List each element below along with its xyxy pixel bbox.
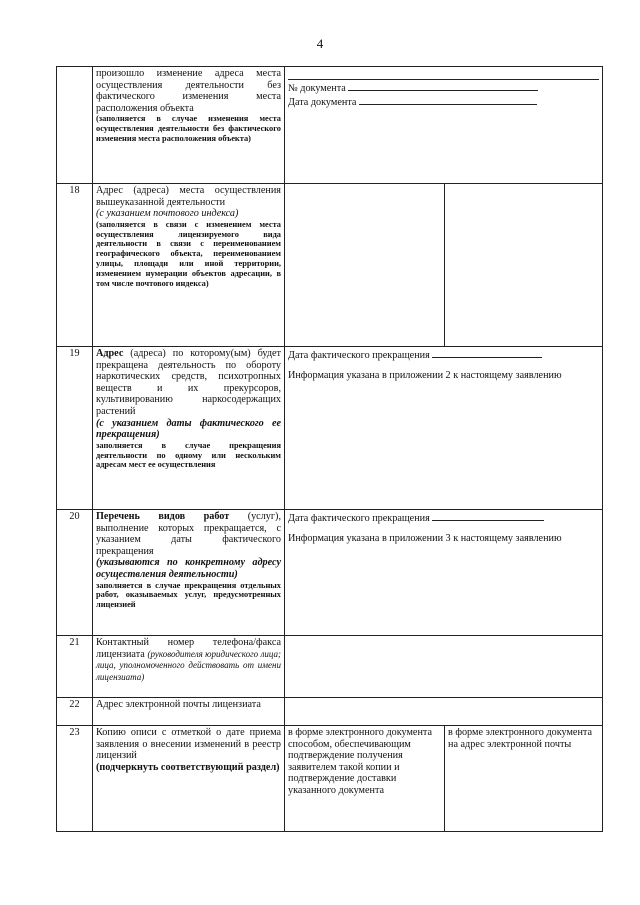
page-number: 4 xyxy=(316,36,324,51)
table-row-19 xyxy=(57,347,603,510)
table-row-address-change xyxy=(57,67,603,184)
doc-number-label: № документа xyxy=(288,83,346,94)
phone-value-cell[interactable] xyxy=(285,636,603,698)
row-note: (заполняется в случае изменения места осуществления деятельности без фактического изменения места расположения объекта) xyxy=(96,114,281,143)
doc-date-field[interactable] xyxy=(359,95,537,105)
license-change-form-table xyxy=(56,66,603,832)
termination-date-field[interactable] xyxy=(432,348,542,358)
row-description-bold: (подчеркнуть соответствующий раздел) xyxy=(96,761,280,773)
row-description-italic: (с указанием почтового индекса) xyxy=(96,208,239,220)
row-description-cell xyxy=(93,510,285,636)
row-description-bold: Адрес xyxy=(96,348,124,359)
option-email[interactable]: в форме электронного документа на адрес электронной почты xyxy=(445,726,603,832)
row-description-cell xyxy=(93,184,285,347)
row-description-cell xyxy=(93,67,285,184)
row-number-cell xyxy=(57,67,93,184)
row-description: Копию описи с отметкой о дате приема заявления о внесении изменений в реестр лицензий xyxy=(96,727,281,762)
termination-info-cell xyxy=(285,347,603,510)
row-number: 18 xyxy=(57,184,93,347)
row-description: (адреса) по которому(ым) будет прекращена деятельность по обороту наркотических средств, психотропных веществ и их прекурсоров, культивированию наркосодержащих растений xyxy=(96,348,281,417)
row-note: (заполняется в связи с изменением места осуществления лицензируемого вида деятельности в связи с переименованием географического объекта, переименованием улицы, площади или иной территории, изменением нумерации объектов адресации, в том числе почтового индекса) xyxy=(96,219,281,288)
row-description-cell xyxy=(93,698,285,726)
table-row-22 xyxy=(57,698,603,726)
row-description-bold-italic: (указываются по конкретному адресу осуществления деятельности) xyxy=(96,557,281,580)
table-row-20 xyxy=(57,510,603,636)
row-description-cell xyxy=(93,636,285,698)
row-number: 19 xyxy=(57,347,93,510)
row-note: заполняется в случае прекращения деятельности по одному или нескольким адресам мест ее осуществления xyxy=(96,440,281,470)
row-number: 22 xyxy=(57,698,93,726)
termination-date-label: Дата фактического прекращения xyxy=(288,513,430,524)
option-electronic-document[interactable]: в форме электронного документа способом, обеспечивающим подтверждение получения заявителем такой копии и подтверждение доставки указанного документа xyxy=(285,726,445,832)
row-number: 21 xyxy=(57,636,93,698)
row-description: произошло изменение адреса места осуществления деятельности без фактического изменения места расположения объекта xyxy=(96,68,281,114)
row-number: 23 xyxy=(57,726,93,832)
blank-line xyxy=(288,70,599,80)
table-row-18 xyxy=(57,184,603,347)
row-description-italic: (руководителя юридического лица; лица, уполномоченного действовать от имени лицензиата) xyxy=(96,648,282,682)
row-description-cell xyxy=(93,726,285,832)
email-value-cell[interactable] xyxy=(285,698,603,726)
row-description: Контактный номер телефона/факса лицензиата xyxy=(96,637,281,660)
table-row-23 xyxy=(57,726,603,832)
row-note: заполняется в случае прекращения отдельных работ, оказываемых услуг, предусмотренных лицензией xyxy=(96,580,281,610)
address-extra-cell[interactable] xyxy=(445,184,603,347)
row-description: Адрес электронной почты лицензиата xyxy=(96,699,261,710)
termination-date-field[interactable] xyxy=(432,511,544,521)
row-description: Адрес (адреса) места осуществления вышеуказанной деятельности xyxy=(96,185,281,208)
doc-number-field[interactable] xyxy=(348,81,538,91)
termination-info-cell xyxy=(285,510,603,636)
row-description-cell xyxy=(93,347,285,510)
table-row-21 xyxy=(57,636,603,698)
row-description: (услуг), выполнение которых прекращается, с указанием даты фактического прекращения xyxy=(96,511,281,557)
address-value-cell[interactable] xyxy=(285,184,445,347)
document-fields-cell xyxy=(285,67,603,184)
row-number: 20 xyxy=(57,510,93,636)
termination-date-label: Дата фактического прекращения xyxy=(288,350,430,361)
attachment-info: Информация указана в приложении 2 к настоящему заявлению xyxy=(288,369,562,381)
row-description-bold-italic: (с указанием даты фактического ее прекращения) xyxy=(96,417,281,441)
row-description-bold: Перечень видов работ xyxy=(96,511,230,522)
attachment-info: Информация указана в приложении 3 к настоящему заявлению xyxy=(288,532,562,544)
doc-date-label: Дата документа xyxy=(288,96,357,108)
